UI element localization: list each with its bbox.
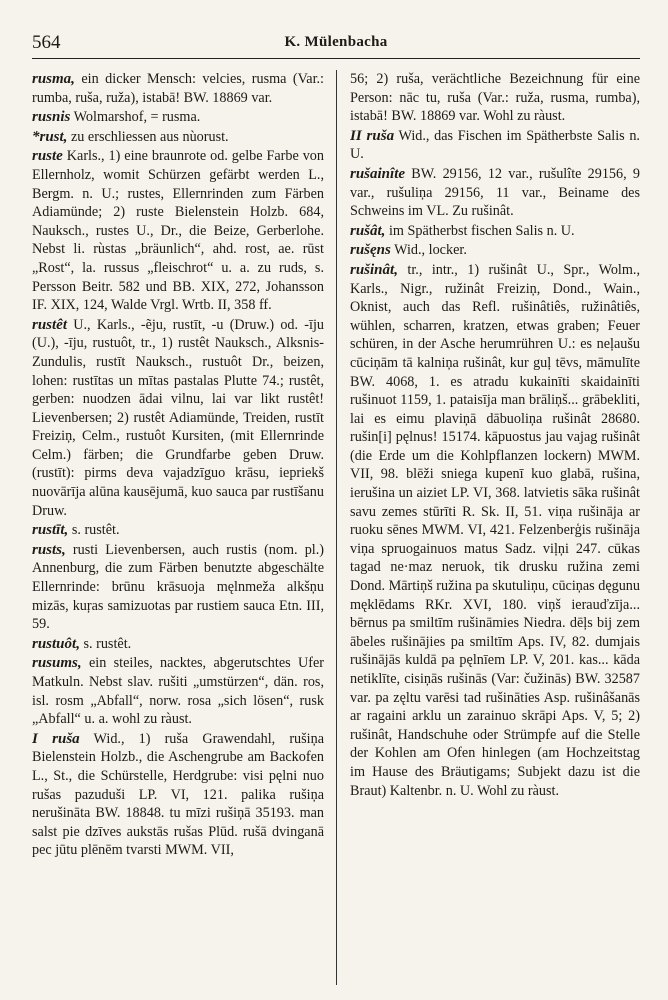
lemma: rustêt (32, 316, 68, 333)
entry-text: BW. 29156, 12 var., rušulîte 29156, 9 var., rušuliņa 29156, 11 var., Beiname des Schweins im VL. Zu rušinât. (350, 165, 640, 220)
entry-text: Karls., 1) eine braunrote od. gelbe Farbe von Ellernholz, womit Schürzen gefärbt werden L., Bergm. n. U.; rustes, Ellernrinden zum Färben Adiamünde; 2) ruste Bielenstein Holzb. 684, Nauksch., rustes U., Dr., die Beize, Gerberlohe. Nebst li. rùstas „bräunlich“, ahd. rost, ae. rūst „Rost“, la. russus „fleischrot“ u. a. zu ruds, s. Persson Beitr. 582 und BB. XIX, 272, Johansson IF. XIX, 124, Walde Vrgl. Wrtb. II, 358 ff. (32, 148, 324, 314)
lemma: *rust, (32, 128, 68, 145)
entry-rusma (32, 70, 324, 107)
entry-text: rusti Lievenbersen, auch rustis (nom. pl.) Annenburg, die zum Färben benutzte abgeschälte Ellernrinde: brūnu krāsuoja męlnmeža alkšņu mizās, kuŗas samizuotas par rustiem sauca Etn. III, 59. (32, 541, 324, 633)
entry-rusens (350, 241, 640, 260)
entry-rusinat (350, 261, 640, 800)
entry-rusat (350, 222, 640, 241)
lemma: ruste (32, 148, 63, 165)
entry-rustuot (32, 635, 324, 654)
entry-rusa-2 (350, 127, 640, 164)
lemma: I ruša (32, 730, 80, 747)
entry-text: Wolmarshof, = rusma. (70, 109, 201, 126)
lemma: rustuôt, (32, 635, 80, 652)
lemma: rusma, (32, 71, 75, 87)
entry-rusa-1-cont (350, 70, 640, 126)
lemma: rusts, (32, 541, 66, 558)
entry-text: Wid., locker. (390, 242, 467, 259)
entry-rusums (32, 654, 324, 728)
lemma: rusums, (32, 655, 82, 672)
entry-text: zu erschliessen aus nùorust. (67, 128, 229, 145)
lemma: II ruša (350, 127, 395, 144)
right-column (350, 70, 640, 985)
entry-rusainite (350, 165, 640, 221)
column-divider (336, 70, 337, 985)
entry-text: Wid., 1) ruša Grawendahl, rušiņa Bielenstein Holzb., die Aschengrube am Backofen L., St., die Schürstelle, Herdgrube: visi pęlni nuo rušas pazuduši LP. VI, 121. palika rušiņa nerušināta BW. 18848. tu mīzi rušiņā 35193. man salst pie dzīves aukstās rušas Plūd. rušā dvinganā pec jūtu plēnēm tvarsti MWM. VII, (32, 730, 324, 859)
entry-text: Wid., das Fischen im Spätherbste Salis n. U. (350, 127, 640, 163)
lemma: rušinât, (350, 261, 398, 278)
lemma: rustīt, (32, 522, 69, 539)
page-header (32, 28, 640, 59)
page-number: 564 (32, 32, 61, 53)
entry-rustet (32, 316, 324, 521)
entry-text: 56; 2) ruša, verächtliche Bezeichnung für eine Person: nāc tu, ruša (Var.: ruža, rusma, rumba), istabā! BW. 18869 var. Wohl zu ràust. (350, 71, 640, 125)
entry-text: ein steiles, nacktes, abgerutschtes Ufer Matkuln. Nebst slav. rušiti „umstürzen“, dän. ros, isl. rosm „Abfall“, norw. rosa „sich lösen“, rusk „Abfall“ u. a. wohl zu ràust. (32, 655, 324, 728)
entry-text: U., Karls., -ẽju, rustīt, -u (Druw.) od. -īju (U.), -īju, rustuôt, tr., 1) rustêt Nauksch., Alksnis-Zundulis, rustīt Nauksch., rustuôt Dr., beizen, lohen: rustītas un mītas pastalas Plutte 74.; rustêt, gerben: nuodzen ādai vilnu, lai var likt rustêt! Lievenbersen; 2) rustêt Adiamünde, Treiden, rustīt Freiziņ, Celm., rustuôt Kursiten, (mit Ellernrinde Celm.) färben; die Grundfarbe geben Druw. (rustīt): pirms deva vajadzīguo krāsu, iepriekš nuovārīja alūna kausējumā, kuo sauca par rustīšanu Druw. (32, 316, 324, 519)
entry-rustit (32, 521, 324, 540)
entry-text: ein dicker Mensch: velcies, rusma (Var.: rumba, ruša, ruža), istabā! BW. 18869 var. (32, 71, 324, 106)
entry-rusts (32, 541, 324, 634)
lemma: rušainîte (350, 165, 406, 182)
entry-text: s. rustêt. (68, 522, 120, 539)
entry-rusa-1 (32, 730, 324, 860)
entry-ruste (32, 147, 324, 314)
entry-text: tr., intr., 1) rušinât U., Spr., Wolm., Karls., Nigr., ružinât Freiziņ, Dond., Wain., Oknist, auch das Refl. rušinâtiês, ružinâtiês, wühlen, scharren, kratzen, etwas graben; Feuer schüren, in der Asche herumrühren U.: es neļaušu cūciņām tā kalniņa rušinât, kur guļ tēvs, māmulīte BW. 4068, 1. es atradu kukainīti skaidainīti rušinuot 1159, 1. pataisīja man brāliņš... grābekliti, lai es eimu plaviņā dābuoliņa rušinât 28680. rušin[i] pęlnus! 15174. kāpuostus jau vajag rušinât (die Erde um die Kohlpflanzen lockern) MWM. VII, 98. blēži sniega kupenī kuo glabā, rušina, ierušina un aiziet LP. VI, 368. latvietis sāka rušinât savu zemes stūrīti R. Sk. II, 51. viņa rušināja ar ruoku sēnes MWM. VI, 421. Felzenberģis rušināja viņa spruogainuos matus Sadz. viļņi 247. cūkas tagad ne·maz neruok, tik drusku ružina zemi Dond. Mārtiņš ružina pa skutuliņu, cūciņas dęgunu męklēdams RKr. XVI, 180. viņš ierauďzīja... bērnus pa smiltīm rušināmies Niedra. dēļs bij zem ābeles rušinājies pa smiltīm Aps. IV, 82. dumjais rušinājās kuldā pa pęlnīem LP. V, 201. kas... kāda netiklīte, cisiņās rušinās (Var: čužinās) BW. 32587 var. pa zęltu varēsi tad rušināties Asp. rušinâšanās ar ragaini arklu un zarainuo skrāpi Aps. V, 5; 2) rušinât, Handschuhe oder Strümpfe auf die Stelle der Kohlen am Ofen hinlegen (am Hochzeitstag im Hause des Bräutigams; Subjekt dazu ist die Braut) Kaltenbr. n. U. Wohl zu ràust. (350, 261, 640, 799)
lemma: rušęns (350, 242, 391, 259)
left-column (32, 70, 324, 985)
entry-rusnis (32, 108, 324, 127)
running-head: K. Mülenbacha (284, 34, 388, 50)
lemma: rusnis (32, 109, 71, 126)
entry-rust (32, 128, 324, 147)
lemma: rušât, (350, 222, 386, 239)
entry-text: im Spätherbst fischen Salis n. U. (385, 222, 575, 239)
entry-text: s. rustêt. (79, 635, 132, 652)
